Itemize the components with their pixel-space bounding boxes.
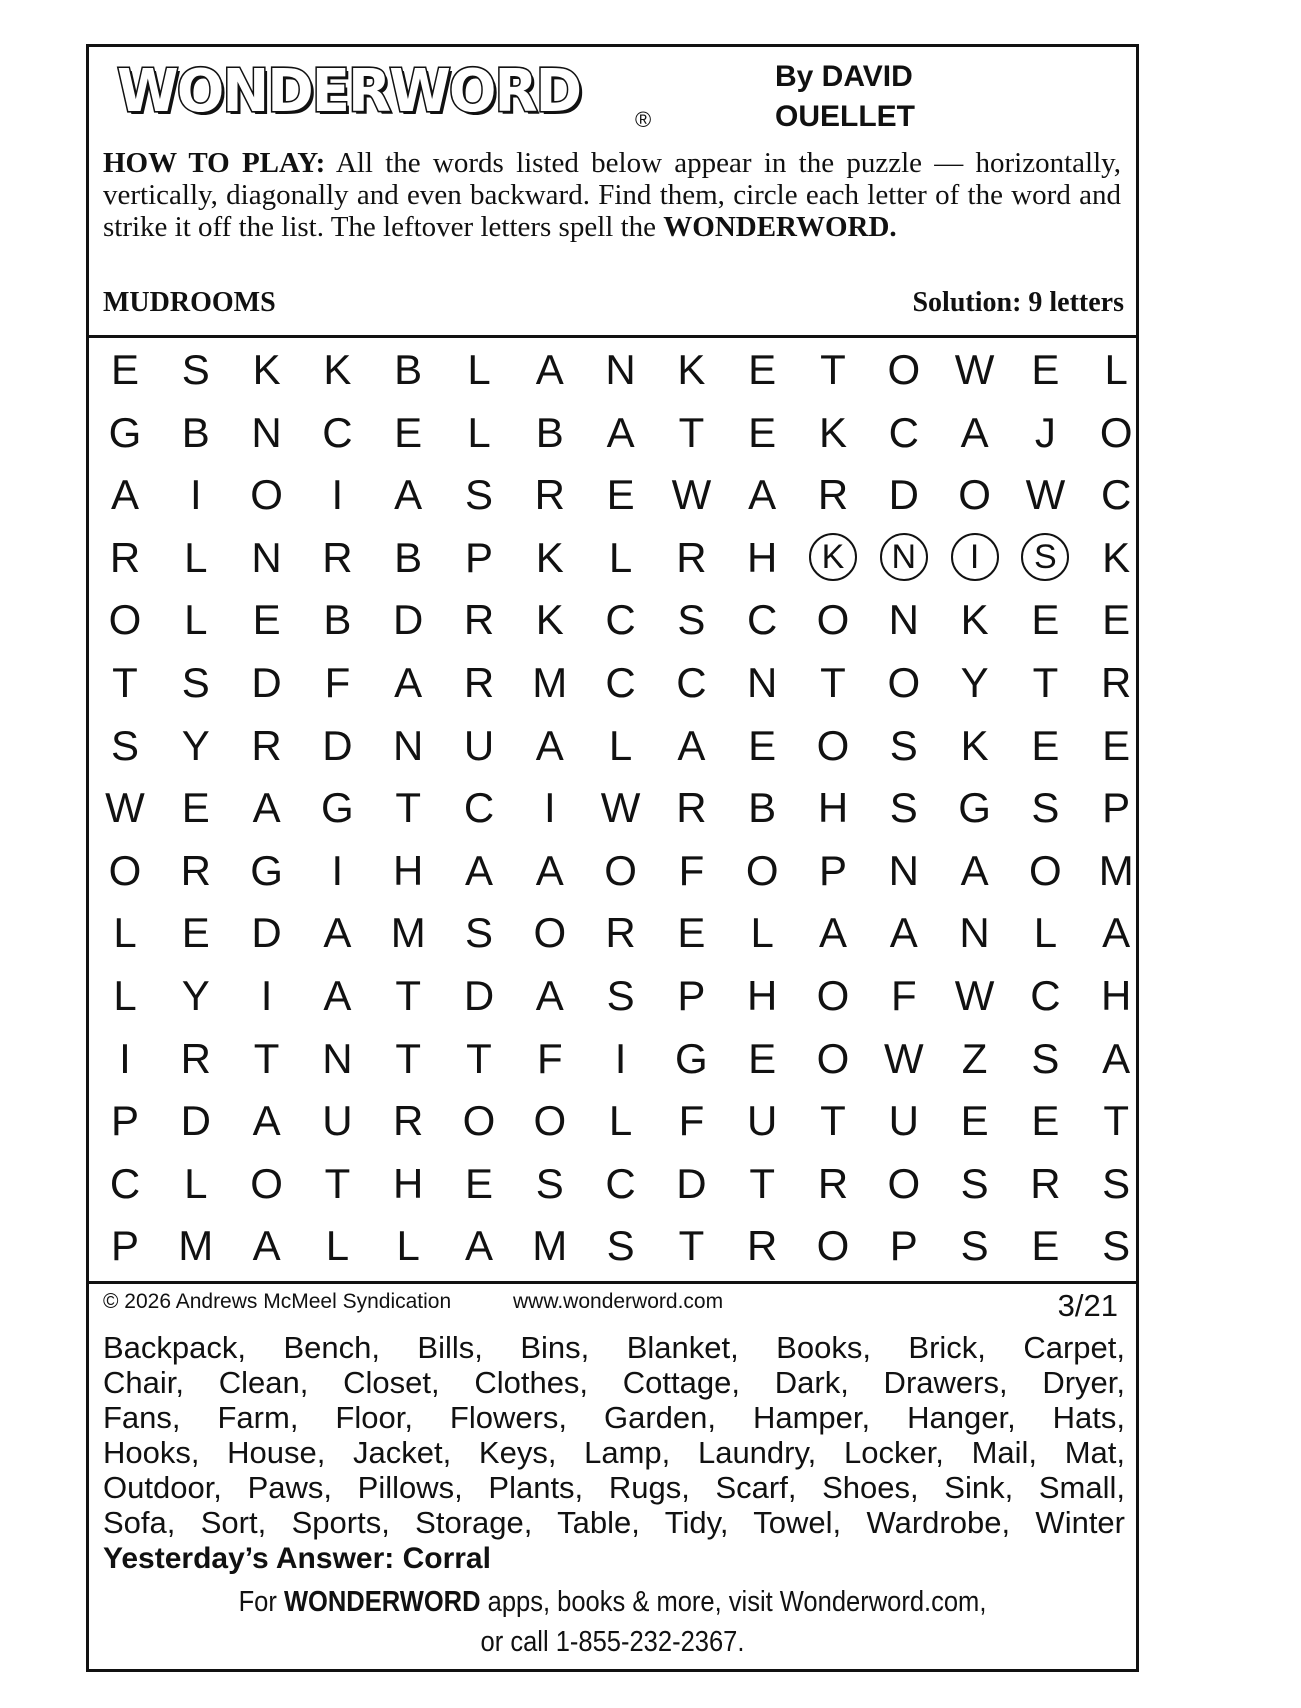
grid-cell[interactable]: H [393,846,424,894]
grid-cell[interactable]: A [323,972,352,1019]
word-list-line: Backpack, Bench, Bills, Bins, Blanket, Books, Brick, Carpet, [103,1330,1125,1365]
grid-cell[interactable]: A [394,659,423,706]
grid-cell[interactable]: P [889,1222,918,1270]
byline-line-2: OUELLET [775,100,915,133]
grid-cell[interactable]: N [322,1034,353,1082]
grid-cell[interactable]: D [463,972,495,1019]
promo-text [152,1582,1073,1662]
grid-cell[interactable]: S [889,721,918,769]
grid-cell[interactable]: A [818,909,847,957]
grid-cell[interactable]: R [676,784,707,832]
grid-cell[interactable]: E [394,408,423,456]
grid-cell[interactable]: E [1031,1222,1060,1270]
grid-cell[interactable]: F [678,846,705,894]
grid-cell[interactable]: L [467,408,491,456]
grid-cell[interactable]: S [1031,784,1060,832]
grid-cell[interactable]: A [1102,1034,1131,1082]
grid-cell[interactable]: O [958,471,991,519]
grid-cell[interactable]: O [887,346,921,393]
word-list-line: Outdoor, Paws, Pillows, Plants, Rugs, Scarf, Shoes, Sink, Small, [103,1470,1125,1505]
grid-cell[interactable]: L [608,721,633,769]
grid-cell[interactable]: E [960,1097,989,1145]
grid-cell[interactable]: T [820,659,846,706]
grid-cell[interactable]: R [180,846,211,894]
grid-cell-circled[interactable]: N [874,526,934,589]
grid-cell[interactable]: B [748,784,777,832]
grid-cell[interactable]: L [396,1222,420,1270]
grid-cell[interactable]: Y [960,659,989,706]
how-to-play-label: HOW TO PLAY: [103,147,326,179]
grid-cell[interactable]: S [1102,1222,1131,1270]
grid-cell[interactable]: R [605,909,636,957]
grid-cell[interactable]: R [322,533,353,581]
grid-cell[interactable]: L [184,596,208,644]
grid-cell[interactable]: C [676,659,707,706]
grid-cell[interactable]: H [1101,972,1132,1019]
grid-cell[interactable]: L [1033,909,1058,957]
grid-cell[interactable]: I [331,471,344,519]
word-list-line: Sofa, Sort, Sports, Storage, Table, Tidy, Towel, Wardrobe, Winter [103,1505,1125,1540]
how-to-play-end: WONDERWORD. [663,211,897,243]
grid-cell-circled[interactable]: K [803,526,863,589]
grid-cell[interactable]: S [464,909,493,957]
grid-cell[interactable]: N [393,721,424,769]
grid-cell[interactable]: U [463,721,495,769]
wonderword-logo: WONDERWORD [117,57,581,126]
grid-cell[interactable]: O [108,596,142,644]
grid-cell[interactable]: R [1101,659,1132,706]
grid-cell[interactable]: N [747,659,778,706]
grid-cell[interactable]: A [748,471,777,519]
grid-cell[interactable]: T [395,972,422,1019]
grid-cell[interactable]: S [1102,1159,1131,1207]
grid-cell[interactable]: T [324,1159,351,1207]
promo-line-1 [152,1582,1073,1622]
grid-cell[interactable]: C [1101,471,1132,519]
grid-cell[interactable]: P [818,846,847,894]
grid-cell[interactable]: A [960,846,989,894]
grid-cell[interactable]: W [105,784,145,832]
grid-cell[interactable]: S [1031,1034,1060,1082]
grid-cell[interactable]: B [394,533,423,581]
grid-cell[interactable]: D [676,1159,707,1207]
word-list-line: Hooks, House, Jacket, Keys, Lamp, Laundry, Locker, Mail, Mat, [103,1435,1125,1470]
word-list-line: Fans, Farm, Floor, Flowers, Garden, Hamper, Hanger, Hats, [103,1400,1125,1435]
grid-cell[interactable]: I [119,1034,131,1082]
grid-cell[interactable]: O [462,1097,496,1145]
puzzle-frame [86,44,1139,1672]
grid-cell[interactable]: C [747,596,778,644]
word-list-line: Chair, Clean, Closet, Clothes, Cottage, Dark, Drawers, Dryer, [103,1365,1125,1400]
grid-cell[interactable]: W [954,972,995,1019]
grid-cell[interactable]: A [960,408,989,456]
grid-cell[interactable]: P [1102,784,1131,832]
grid-cell[interactable]: L [184,1159,208,1207]
grid-cell[interactable]: U [888,1097,919,1145]
grid-cell[interactable]: M [532,659,568,706]
grid-cell[interactable]: E [1102,596,1131,644]
grid-cell[interactable]: N [959,909,990,957]
grid-cell[interactable]: A [394,471,423,519]
grid-cell[interactable]: L [750,909,774,957]
promo-post: apps, books & more, visit Wonderword.com, [487,1586,987,1618]
grid-cell[interactable]: E [464,1159,493,1207]
grid-cell-circled[interactable]: S [1015,526,1075,589]
grid-cell[interactable]: L [113,972,137,1019]
grid-cell[interactable]: R [180,1034,211,1082]
grid-cell[interactable]: H [817,784,849,832]
grid-cell[interactable]: D [393,596,424,644]
grid-cell[interactable]: O [745,846,779,894]
puzzle-theme: MUDROOMS [103,287,276,318]
grid-cell[interactable]: M [178,1222,214,1270]
grid-cell[interactable]: D [322,721,353,769]
grid-cell[interactable]: N [888,846,919,894]
grid-cell[interactable]: T [395,1034,422,1082]
grid-cell[interactable]: N [251,533,282,581]
grid-cell[interactable]: B [323,596,352,644]
grid-cell[interactable]: O [108,846,142,894]
grid-cell[interactable]: L [1104,346,1128,393]
grid-cell[interactable]: E [181,784,210,832]
byline-line-1: By DAVID [775,60,913,93]
grid-cell[interactable]: A [252,1222,281,1270]
grid-cell[interactable]: A [535,972,564,1019]
grid-cell[interactable]: S [110,721,139,769]
grid-cell[interactable]: E [110,346,139,393]
grid-cell[interactable]: M [1098,846,1134,894]
grid-cell[interactable]: T [253,1034,280,1082]
grid-cell[interactable]: O [604,846,637,894]
grid-cell[interactable]: E [748,346,777,393]
grid-cell[interactable]: R [109,533,141,581]
grid-cell[interactable]: F [890,972,917,1019]
grid-cell[interactable]: A [252,784,281,832]
grid-cell[interactable]: K [252,346,281,393]
grid-cell[interactable]: C [1030,972,1061,1019]
grid-cell[interactable]: E [181,909,210,957]
grid-cell[interactable]: S [464,471,493,519]
grid-row [89,964,1136,1027]
grid-cell[interactable]: C [463,784,495,832]
grid-cell[interactable]: S [535,1159,564,1207]
grid-cell[interactable]: J [1034,408,1056,456]
grid-cell[interactable]: L [184,533,208,581]
website-link[interactable]: www.wonderword.com [513,1290,724,1313]
grid-cell[interactable]: W [671,471,712,519]
grid-cell[interactable]: A [677,721,706,769]
yesterdays-answer: Yesterday’s Answer: Corral [103,1542,491,1575]
grid-cell[interactable]: W [883,1034,924,1082]
grid-cell[interactable]: E [1102,721,1131,769]
grid-cell[interactable]: I [189,471,202,519]
grid-cell[interactable]: I [331,846,344,894]
grid-cell[interactable]: Y [181,972,210,1019]
grid-cell[interactable]: K [535,596,564,644]
grid-cell-circled[interactable]: I [945,526,1005,589]
how-to-play [103,147,1121,243]
grid-cell[interactable]: C [888,408,919,456]
grid-cell[interactable]: F [324,659,351,706]
grid-cell[interactable]: T [466,1034,492,1082]
grid-row [89,776,1136,839]
grid-cell[interactable]: R [817,471,849,519]
grid-cell[interactable]: A [535,721,564,769]
grid-cell[interactable]: B [394,346,423,393]
promo-line-2: or call 1-855-232-2367. [480,1626,745,1658]
solution-length: Solution: 9 letters [912,287,1124,318]
grid-cell[interactable]: P [677,972,706,1019]
grid-cell[interactable]: A [889,909,918,957]
grid-cell[interactable]: E [1031,346,1060,393]
grid-row [89,463,1136,526]
grid-cell[interactable]: A [464,846,493,894]
grid-cell[interactable]: A [252,1097,281,1145]
grid-cell[interactable]: E [1031,1097,1060,1145]
promo-brand: WONDERWORD [283,1586,481,1618]
grid-cell[interactable]: R [676,533,707,581]
grid-cell[interactable]: A [535,346,564,393]
grid-cell[interactable]: L [608,533,633,581]
grid-cell[interactable]: O [1029,846,1062,894]
grid-cell[interactable]: E [748,408,777,456]
grid-cell[interactable]: D [180,1097,211,1145]
how-to-play-text: All the words listed below appear in the puzzle — horizontally, vertically, diagonally and even backward. Find them, circle each letter of the word and strike it off the list. The leftover letters spell the [103,147,1122,243]
grid-cell[interactable]: O [816,1222,850,1270]
grid-cell[interactable]: K [323,346,352,393]
grid-cell[interactable]: U [747,1097,778,1145]
grid-cell[interactable]: E [1031,721,1060,769]
grid-cell[interactable]: R [1030,1159,1061,1207]
grid-cell[interactable]: K [960,721,989,769]
puzzle-header [89,47,1136,338]
grid-cell[interactable]: T [820,346,846,393]
grid-cell[interactable]: T [678,1222,705,1270]
grid-cell[interactable]: O [816,596,850,644]
grid-cell[interactable]: G [675,1034,708,1082]
grid-cell[interactable]: I [543,784,556,832]
grid-cell[interactable]: D [251,659,282,706]
grid-cell[interactable]: S [181,346,210,393]
grid-cell[interactable]: O [816,972,850,1019]
grid-row [89,526,1136,589]
grid-cell[interactable]: C [322,408,353,456]
puzzle-date: 3/21 [1057,1288,1118,1323]
grid-cell[interactable]: T [112,659,138,706]
grid-cell[interactable]: N [251,408,282,456]
promo-pre: For [238,1586,277,1618]
grid-cell[interactable]: S [181,659,210,706]
grid-row [89,1152,1136,1215]
grid-cell[interactable]: O [887,1159,921,1207]
grid-cell[interactable]: S [606,972,635,1019]
grid-cell[interactable]: H [747,533,778,581]
grid-cell[interactable]: P [110,1222,139,1270]
letter-grid [89,338,1136,1284]
grid-cell[interactable]: K [1102,533,1131,581]
byline [775,57,995,137]
grid-cell[interactable]: G [958,784,991,832]
grid-cell[interactable]: O [816,1034,850,1082]
grid-cell[interactable]: K [535,533,564,581]
grid-cell[interactable]: L [113,909,137,957]
grid-cell[interactable]: O [250,1159,283,1207]
grid-row [89,651,1136,714]
grid-row [89,901,1136,964]
grid-cell[interactable]: F [678,1097,705,1145]
grid-cell[interactable]: O [250,471,283,519]
registered-mark: ® [635,107,652,132]
grid-cell[interactable]: K [960,596,989,644]
grid-cell[interactable]: L [608,1097,633,1145]
grid-cell[interactable]: S [960,1222,989,1270]
grid-cell[interactable]: S [889,784,918,832]
grid-cell[interactable]: T [395,784,422,832]
grid-cell[interactable]: S [677,596,706,644]
grid-cell[interactable]: M [532,1222,568,1270]
grid-cell[interactable]: E [1031,596,1060,644]
grid-cell[interactable]: D [251,909,282,957]
grid-cell[interactable]: C [605,596,636,644]
grid-cell[interactable]: A [464,1222,493,1270]
grid-cell[interactable]: P [464,533,493,581]
grid-cell[interactable]: U [322,1097,353,1145]
grid-cell[interactable]: B [535,408,564,456]
grid-cell[interactable]: E [677,909,706,957]
grid-cell[interactable]: B [181,408,210,456]
grid-cell[interactable]: A [1102,909,1131,957]
grid-cell[interactable]: A [323,909,352,957]
grid-cell[interactable]: W [1025,471,1066,519]
grid-row [89,401,1136,464]
grid-cell[interactable]: R [393,1097,424,1145]
grid-cell[interactable]: K [677,346,706,393]
grid-cell[interactable]: W [600,784,641,832]
grid-cell[interactable]: P [110,1097,139,1145]
grid-cell[interactable]: R [817,1159,849,1207]
grid-cell[interactable]: O [887,659,921,706]
grid-cell[interactable]: O [816,721,850,769]
grid-cell[interactable]: N [605,346,636,393]
grid-cell[interactable]: G [250,846,283,894]
grid-cell[interactable]: G [321,784,354,832]
word-list [103,1330,1125,1540]
grid-cell[interactable]: C [109,1159,141,1207]
grid-cell[interactable]: W [954,346,995,393]
grid-cell[interactable]: L [325,1222,350,1270]
grid-cell[interactable]: O [1099,408,1133,456]
grid-cell[interactable]: L [467,346,491,393]
grid-row [89,588,1136,651]
grid-cell[interactable]: Z [961,1034,988,1082]
grid-cell[interactable]: T [820,1097,846,1145]
grid-row [89,839,1136,902]
grid-cell[interactable]: E [748,1034,777,1082]
grid-cell[interactable]: G [108,408,142,456]
copyright: © 2026 Andrews McMeel Syndication [103,1290,452,1313]
grid-cell[interactable]: A [110,471,139,519]
grid-cell[interactable]: A [606,408,635,456]
grid-cell[interactable]: C [605,659,636,706]
grid-cell[interactable]: T [749,1159,776,1207]
grid-cell[interactable]: O [533,909,567,957]
grid-cell[interactable]: O [533,1097,567,1145]
grid-cell[interactable]: C [605,1159,636,1207]
grid-cell[interactable]: S [960,1159,989,1207]
grid-cell[interactable]: R [747,1222,778,1270]
grid-row [89,1089,1136,1152]
grid-cell[interactable]: T [1103,1097,1130,1145]
grid-cell[interactable]: H [393,1159,424,1207]
grid-cell[interactable]: R [463,596,495,644]
grid-row [89,338,1136,401]
grid-cell[interactable]: R [251,721,282,769]
grid-cell[interactable]: D [888,471,919,519]
grid-cell[interactable]: E [606,471,635,519]
grid-cell[interactable]: F [536,1034,563,1082]
grid-cell[interactable]: E [252,596,281,644]
grid-row [89,1214,1136,1277]
grid-cell[interactable]: I [614,1034,627,1082]
grid-row [89,1027,1136,1090]
grid-row [89,714,1136,777]
grid-cell[interactable]: R [534,471,565,519]
grid-cell[interactable]: Y [181,721,210,769]
grid-cell[interactable]: I [260,972,273,1019]
grid-cell[interactable]: T [1032,659,1059,706]
grid-cell[interactable]: N [888,596,919,644]
grid-cell[interactable]: E [748,721,777,769]
grid-cell[interactable]: M [390,909,426,957]
grid-cell[interactable]: H [747,972,778,1019]
grid-cell[interactable]: A [535,846,564,894]
grid-cell[interactable]: S [606,1222,635,1270]
grid-cell[interactable]: K [818,408,847,456]
grid-cell[interactable]: T [678,408,705,456]
grid-cell[interactable]: R [463,659,495,706]
